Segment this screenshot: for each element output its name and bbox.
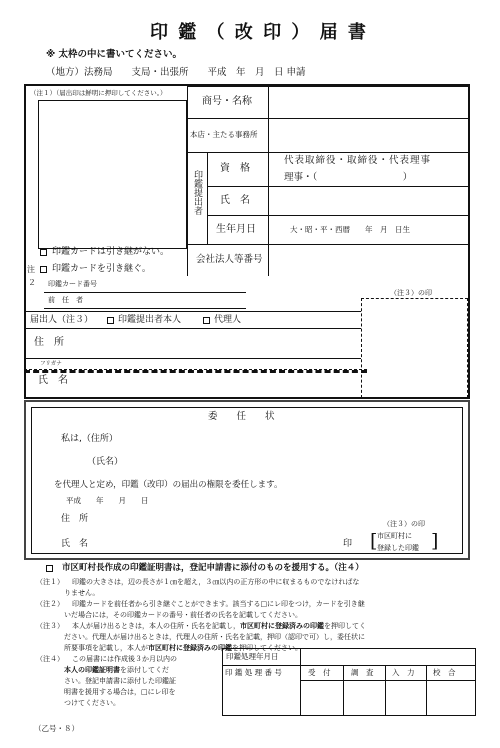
bracket-left-icon: [ — [370, 530, 378, 552]
poa-address-line: 私は,（住所） — [61, 434, 118, 444]
bracket-right-icon: ] — [431, 530, 439, 552]
cert-notice-checkbox[interactable] — [46, 565, 53, 572]
note1-text-2: りません。 — [64, 589, 100, 597]
poa-delegation-text: を代理人と定め，印鑑（改印）の届出の権限を委任します。 — [54, 480, 283, 490]
poa-date-line: 平成 年 月 日 — [66, 496, 149, 505]
note2-mark: 注 — [27, 265, 35, 274]
note3-seal-label: （注３）の印 — [390, 289, 432, 297]
processing-number-label: 印 鑑 処 理 番 号 — [225, 668, 282, 677]
self-option-label: 印鑑提出者本人 — [118, 315, 182, 325]
note4-text-5: つけてください。 — [64, 699, 120, 707]
note4-text-3: さい。登記申請書に添付した印鑑証 — [64, 677, 176, 685]
municipal-seal-text-2: 登録した印鑑 — [377, 544, 419, 552]
position-label: 資 格 — [220, 163, 250, 174]
agent-checkbox[interactable] — [203, 317, 210, 324]
transfer-label: 印鑑カードを引き継ぐ。 — [52, 264, 151, 274]
office-line: （地方）法務局 支局・出張所 平成 年 月 日 申請 — [46, 67, 306, 78]
note1-label: （注１）（届出印は鮮明に押印してください。） — [30, 89, 167, 97]
note2-label-text: （注２） — [36, 600, 64, 608]
transfer-checkbox[interactable] — [40, 266, 47, 273]
agent-option-label: 代理人 — [214, 315, 242, 325]
verify-label: 校 合 — [433, 668, 456, 677]
page-title: 印 鑑 （ 改 印 ） 届 書 — [150, 22, 368, 43]
applicant-name-label: 氏 名 — [38, 375, 68, 386]
dob-label: 生年月日 — [216, 224, 256, 235]
review-label: 調 査 — [351, 668, 374, 677]
instruction-text: ※ 太枠の中に書いてください。 — [46, 49, 183, 60]
applicant-label: 届出人（注３） — [30, 315, 94, 325]
note1-label-text: （注１） — [36, 578, 64, 586]
poa-title: 委 任 状 — [208, 411, 275, 422]
predecessor-label: 前 任 者 — [48, 296, 83, 304]
poa-seal-mark: 印 — [343, 539, 353, 549]
accept-label: 受 付 — [308, 668, 331, 677]
form-code: （乙号・８） — [34, 724, 79, 733]
submitter-label: 印鑑提出者 — [192, 170, 202, 215]
furigana-label: フリガナ — [40, 361, 62, 367]
note1-text-1: 印鑑の大きさは，辺の長さが１㎝を超え，３㎝以内の正方形の中に収まるものでなければな — [72, 578, 360, 586]
note3-line-1: 本人が届け出るときは，本人の住所・氏名を記載し，市区町村に登録済みの印鑑を押印してく — [72, 622, 366, 630]
cert-notice-text: 市区町村長作成の印鑑証明書は，登記申請書に添付のものを援用する。（注４） — [62, 563, 364, 573]
no-transfer-checkbox[interactable] — [40, 249, 47, 256]
submitter-name-label: 氏 名 — [220, 195, 250, 206]
note4-text-4: 明書を援用する場合は，□にレ印を — [64, 688, 176, 696]
applicant-address-label: 住 所 — [34, 337, 64, 348]
note4-line-2: 本人の印鑑証明書を添付してくだ — [64, 666, 169, 674]
corp-no-label: 会社法人等番号 — [196, 254, 263, 265]
position-value-1: 代表取締役・取締役・代表理事 — [284, 155, 432, 166]
poa-note3-seal: （注３）の印 — [383, 520, 425, 528]
note4-label-text: （注４） — [36, 655, 64, 663]
card-number-label: 印鑑カード番号 — [48, 280, 97, 288]
trade-name-label: 商号・名称 — [202, 96, 252, 107]
poa-name-line: （氏名） — [87, 457, 124, 467]
note3-line-3: 所要事項を記載し，本人が市区町村に登録済みの印鑑を押印してください。 — [64, 644, 302, 652]
note2-mark-2: ２ — [28, 278, 36, 287]
note2-text-1: 印鑑カードを前任者から引き継ぐことができます。該当する□にレ印をつけ，カードを引き継 — [72, 600, 365, 608]
note3-text-2: ださい。代理人が届け出るときは，代理人の住所・氏名を記載，押印（認印で可）し，委任状に — [64, 633, 365, 641]
position-value-2: 理事・（ ） — [284, 172, 413, 183]
poa-address-label: 住 所 — [61, 514, 89, 524]
input-label: 入 力 — [392, 668, 415, 677]
note3-label-text: （注３） — [36, 622, 64, 630]
no-transfer-label: 印鑑カードは引き継がない。 — [52, 247, 170, 257]
dob-value: 大・昭・平・西暦 年 月 日生 — [290, 225, 410, 234]
self-checkbox[interactable] — [107, 317, 114, 324]
processing-date-label: 印鑑処理年月日 — [226, 652, 279, 661]
note4-text-1: この届書には作成後３か月以内の — [72, 655, 177, 663]
poa-name-label: 氏 名 — [61, 539, 89, 549]
note3-seal-box — [361, 298, 468, 398]
head-office-label: 本店・主たる事務所 — [190, 130, 258, 139]
municipal-seal-text-1: 市区町村に — [377, 532, 412, 540]
note2-text-2: いだ場合には，その印鑑カードの番号・前任者の氏名を記載してください。 — [64, 611, 302, 619]
seal-box — [38, 100, 187, 249]
